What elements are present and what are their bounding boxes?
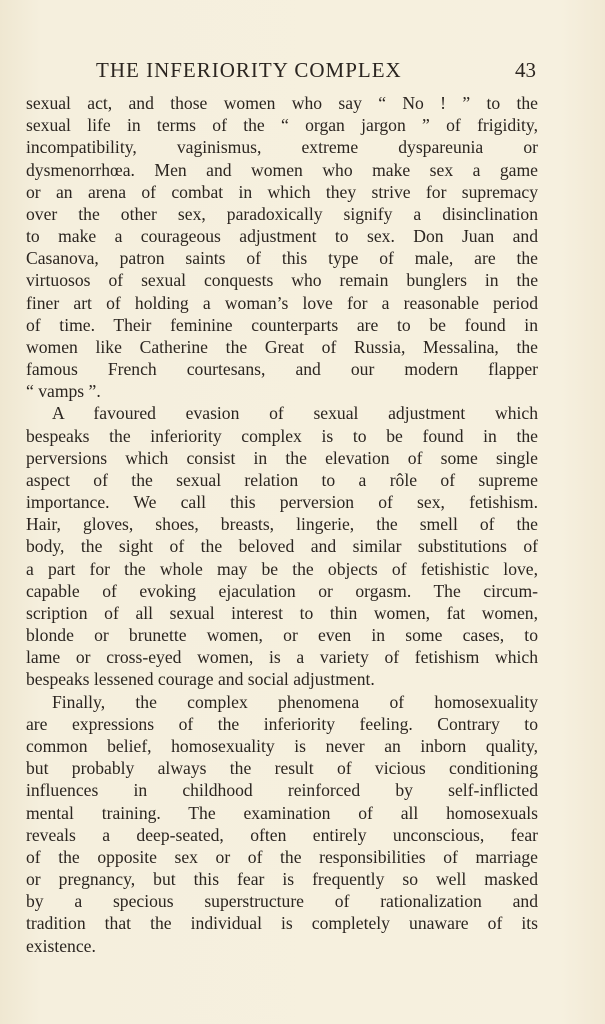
text-line: A favoured evasion of sexual adjustment which [52, 403, 538, 424]
text-line: famous French courtesans, and our modern flapper [26, 359, 538, 380]
text-line: capable of evoking ejaculation or orgasm. The circum- [26, 580, 538, 601]
text-line: over the other sex, paradoxically signify a disinclination [26, 203, 538, 224]
text-line: sexual act, and those women who say “ No ! ” to the [26, 93, 538, 113]
text-line: incompatibility, vaginismus, extreme dyspareunia or [26, 137, 538, 158]
text-line: mental training. The examination of all homosexuals [26, 802, 538, 823]
text-line: aspect of the sexual relation to a rôle of supreme [26, 469, 538, 490]
text-line: lame or cross-eyed women, is a variety of fetishism which [26, 647, 538, 668]
text-line: reveals a deep-seated, often entirely unconscious, fear [26, 824, 538, 845]
text-line: by a specious superstructure of rationalization and [26, 891, 538, 912]
text-line: tradition that the individual is completely unaware of its [26, 913, 538, 934]
body-text [26, 92, 538, 957]
text-line: of the opposite sex or of the responsibilities of marriage [26, 846, 538, 867]
text-line: “ vamps ”. [26, 381, 101, 402]
text-line: a part for the whole may be the objects of fetishistic love, [26, 558, 538, 579]
text-line: of time. Their feminine counterparts are to be found in [26, 314, 538, 335]
text-line: dysmenorrhœa. Men and women who make sex a game [26, 159, 538, 180]
text-line: bespeaks lessened courage and social adjustment. [26, 669, 375, 690]
text-line: common belief, homosexuality is never an inborn quality, [26, 735, 538, 756]
text-line: existence. [26, 935, 96, 956]
running-head [26, 58, 536, 86]
text-line: perversions which consist in the elevation of some single [26, 447, 538, 468]
text-line: body, the sight of the beloved and similar substitutions of [26, 536, 538, 557]
text-line: scription of all sexual interest to thin women, fat women, [26, 602, 538, 623]
text-line: Finally, the complex phenomena of homosexuality [52, 691, 538, 712]
text-line: but probably always the result of vicious conditioning [26, 758, 538, 779]
text-line: to make a courageous adjustment to sex. Don Juan and [26, 226, 538, 247]
text-line: or an arena of combat in which they strive for supremacy [26, 181, 538, 202]
text-line: bespeaks the inferiority complex is to be found in the [26, 425, 538, 446]
text-line: Hair, gloves, shoes, breasts, lingerie, the smell of the [26, 514, 538, 535]
text-line: or pregnancy, but this fear is frequently so well masked [26, 869, 538, 890]
page-number: 43 [515, 58, 536, 82]
text-line: blonde or brunette women, or even in some cases, to [26, 625, 538, 646]
running-title: THE INFERIORITY COMPLEX [96, 58, 402, 82]
text-line: virtuosos of sexual conquests who remain bunglers in the [26, 270, 538, 291]
text-line: importance. We call this perversion of sex, fetishism. [26, 492, 538, 513]
text-line: finer art of holding a woman’s love for a reasonable period [26, 292, 538, 313]
text-line: are expressions of the inferiority feeling. Contrary to [26, 713, 538, 734]
text-line: women like Catherine the Great of Russia, Messalina, the [26, 336, 538, 357]
text-line: sexual life in terms of the “ organ jargon ” of frigidity, [26, 115, 538, 136]
text-line: influences in childhood reinforced by self-inflicted [26, 780, 538, 801]
text-line: Casanova, patron saints of this type of male, are the [26, 248, 538, 269]
